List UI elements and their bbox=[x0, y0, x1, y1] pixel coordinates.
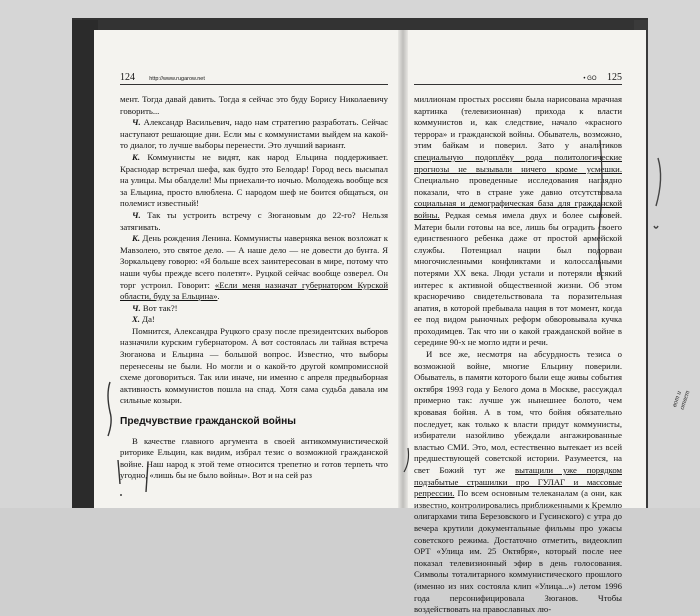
speaker: К. bbox=[132, 233, 141, 244]
paragraph: В качестве главного аргумента в своей антикоммунистической риторике Ельцин, как видим, избрал тезис о возможной гражданской войне. Наш народ к этой теме относится трепетно и готов терпеть что угодно, «лишь бы не было войны». Вот и на сей раз bbox=[120, 435, 388, 481]
line-text: Да! bbox=[139, 314, 155, 325]
text-run: По всем основным телеканалам (а они, как известно, контролировались приближенными к Кремлю олигархами типа Березовского и Гусинского) с утра до вечера крутили документальные фильмы про ужасы советского режима. Достаточно отметить, видеоклип ОРТ «Улица им. 25 Октября», который после нее показал телевизионный эфир в день голосования. Символы тоталитарного коммунистического прошлого (именно из них состояла клип «Улица...») летом 1996 года персонифицировала Зюганов. Чтобы воздействовать на православных лю- bbox=[414, 488, 622, 615]
underlined-passage: специальную подоплёку рода политологические прогнозы не вызывали ничего кроме усмешки. bbox=[414, 151, 622, 174]
text-run: Редкая семья имела двух и более сыновей. Матери были готовы на все, лишь бы оградить своего единственного ребенка даже от простой армейской службы. Потенциал нации был подорван многочисленными конфликтами и колоссальными потерями XX века. Люди устали и потеряли всякий интерес к активной общественной жизни. Об этом красноречиво свидетельствовала та поразительная апатия, в которой пребывала нация в тот момент, когда ее под видом рыночных реформ обворовывала кучка проходимцев. Так что ни о какой гражданской войне в середине 90-х не могло идти и речи. bbox=[414, 209, 622, 348]
line-text: Вот так?! bbox=[140, 302, 178, 313]
line-text: Александр Васильевич, надо нам стратегию разработать. Сейчас наступают решающие дни. Если мы с коммунистами выйдем на какой-то диалог, то лучше выборы перенести. Это лучший вариант. bbox=[120, 117, 388, 151]
paragraph: Помнится, Александра Руцкого сразу после президентских выборов назначили курским губернатором. А вот состоялась ли тайная встреча Зюганова и Ельцина — большой вопрос. Известно, что выборы перенесены не были. Но могли и о какой-то другой компромиссной схеме договориться. Так или иначе, ни именно с апреля предвыборная активность коммунистов пошла на спад. Хотя сама судьба давала им сильные козыри. bbox=[120, 325, 388, 406]
dialogue-line bbox=[120, 314, 388, 326]
line-text: . bbox=[217, 291, 220, 302]
left-page-url: http://www.rugarow.net bbox=[149, 76, 205, 82]
line-text: Так ты устроить встречу с Зюгановым до 22-го? Нельзя затягивать. bbox=[120, 209, 388, 232]
handwritten-margin-note: вот и ответ bbox=[670, 389, 692, 411]
left-page bbox=[94, 30, 402, 508]
paragraph bbox=[414, 349, 622, 616]
right-page-text bbox=[414, 94, 622, 616]
left-page-text bbox=[120, 94, 388, 482]
text-run: миллионам простых россиян была нарисована мрачная картинка (телевизионная) прихода к власти коммунистов и, как следствие, начало «красного террора» и гражданской войны. Обыватель, возможно, этим байкам и поверил. Зато у аналитиков bbox=[414, 94, 622, 151]
dialogue-line bbox=[120, 210, 388, 233]
right-page-header bbox=[583, 72, 622, 83]
underlined-passage: социальная и демографическая база для гражданской войны. bbox=[414, 198, 622, 220]
text-run: И все же, несмотря на абсурдность тезиса о возможной войне, многие Ельцину поверили. Обыватель, в памяти которого были еще живы события октября 1993 года у Белого дома в Москве, рассуждал примерно так: лучше уж нынешнее болото, чем кровавая бойня. А в том, что бойня обязательно последует, как только к власти придут коммунисты, избиратели назойливо убеждали ангажированные властью СМИ. Это, мол, естественно вытекает из всей предшествующей советской истории. Разумеется, на свет Божий тут же bbox=[414, 349, 622, 475]
underlined-passage: вытащили уже порядком подзабытые страшилки про ГУЛАГ и массовые репрессии. bbox=[414, 465, 622, 499]
dialogue-line bbox=[120, 117, 388, 152]
right-page bbox=[402, 30, 646, 615]
left-header-rule bbox=[120, 84, 388, 85]
text-run: Специально проведенные исследования наглядно показали, что в стране уже давно отсутствовала bbox=[414, 175, 622, 197]
paragraph bbox=[414, 94, 622, 349]
line-text: День рождения Ленина. Коммунисты наверняка венок возложат к Мавзолею, это святое дело. — А наше дело — не довести до бунта. Я Зоркальцеву говорю: «Я больше всех заинтересован в мире, потому что наши чубы прежде всего полетят». Руцкой сейчас вообще озверел. Он торг устроил. Говорит: bbox=[120, 233, 388, 290]
section-heading: Предчувствие гражданской войны bbox=[120, 416, 296, 428]
underlined-quote: «Если меня назначат губернатором Курской области, буду за Ельцина» bbox=[120, 279, 388, 302]
left-page-number: 124 bbox=[120, 72, 135, 83]
left-page-header bbox=[120, 72, 205, 83]
dialogue-line bbox=[120, 152, 388, 210]
publisher-logo: • GO bbox=[583, 76, 597, 82]
speaker: Ч. bbox=[132, 302, 141, 313]
speaker: К. bbox=[132, 151, 141, 162]
right-header-rule bbox=[414, 84, 622, 85]
dialogue-line bbox=[120, 303, 388, 315]
right-page-number: 125 bbox=[607, 72, 622, 83]
speaker: Ч. bbox=[132, 117, 141, 128]
line-text: Коммунисты не видят, как народ Ельцина поддерживает. Краснодар встречал шефа, как будто это Белодар! Город весь высыпал на улицы. Мы обалдели! Мы приехали-то ночью. Молодежь вообще вся за Ельцина, просто влюблена. С народом шеф не боится общаться, он полемист известный! bbox=[120, 151, 388, 209]
paragraph: мент. Тогда давай давить. Тогда я сейчас это буду Борису Николаевичу говорить... bbox=[120, 94, 388, 116]
dialogue-line bbox=[120, 233, 388, 303]
speaker: Х. bbox=[132, 314, 140, 325]
speaker: Ч. bbox=[132, 209, 141, 220]
book-gutter bbox=[398, 30, 408, 508]
